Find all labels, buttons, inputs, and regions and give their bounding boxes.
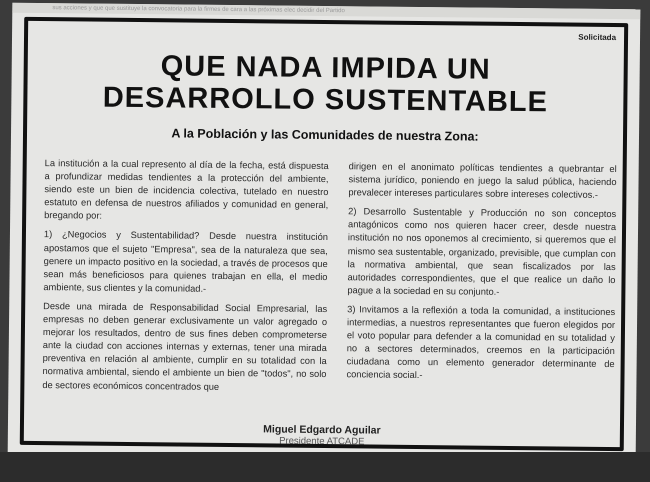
point-2-paragraph: 2) Desarrollo Sustentable y Producción no son conceptos antagónicos como nos quieren hacer creer, desde nuestra institución no nos oponemos al crecimiento, si queremos que el mismo sea sustentable, organizado, previsible, que cumplan con la normativa ambiental, que sean fiscalizados por las autoridades correspondientes, que el que realice un daño lo pague a la sociedad en su conjunto.- <box>347 206 617 297</box>
right-column <box>346 160 616 390</box>
headline <box>27 49 624 119</box>
signer-name: Miguel Edgardo Aguilar <box>263 423 381 437</box>
signer-role: Presidente ATCADE <box>279 435 365 448</box>
subtitle: A la Población y las Comunidades de nuestra Zona: <box>171 126 479 144</box>
point-3-paragraph: 3) Invitamos a la reflexión a toda la comunidad, a instituciones intermedias, a nuestros representantes que fueron elegidos por el voto popular para defender a la comunidad en su totalidad y no a sectores determinados, creemos en la participación ciudadana como un elemento generador determinante de conciencia social.- <box>346 304 616 381</box>
left-column <box>42 157 329 401</box>
previous-article-strip: sus acciones y que que sustituye la convocatoria para la firmes de cara a las próximas elec decidir del Partido <box>12 3 640 20</box>
solicitada-tag: Solicitada <box>578 32 617 43</box>
continuation-paragraph: dirigen en el anonimato políticas tendientes a quebrantar el sistema jurídico, poniendo en juego la salud pública, haciendo prevalecer intereses particulares sobre intereses colectivos.- <box>348 161 617 201</box>
advertisement-frame <box>20 17 628 451</box>
headline-line-1: QUE NADA IMPIDA UN <box>160 50 491 86</box>
signature-block <box>24 421 620 450</box>
rse-paragraph: Desde una mirada de Responsabilidad Social Empresarial, las empresas no deben generar exclusivamente un valor agregado o mejorar los resultados, dentro de sus fines deben comprometerse ante la ciudad con acciones internas y externas, tener una mirada preventiva en relación al ambiente, cumplir en su totalidad con la normativa ambiental, siendo el ambiente un bien de "todos", no solo de sectores económicos concentrados que <box>42 301 328 392</box>
newspaper-page <box>8 3 641 462</box>
point-1-paragraph: 1) ¿Negocios y Sustentabilidad? Desde nuestra institución apostamos que el sujeto "Empresa", sea de la naturaleza que sea, genere un impacto positivo en la sociedad, a través de procesos que sean más beneficiosos para quienes trabajan en ella, el medio ambiente, sus clientes y la comunidad.- <box>43 229 328 294</box>
headline-line-2: DESARROLLO SUSTENTABLE <box>102 81 549 119</box>
intro-paragraph: La institución a la cual represento al día de la fecha, está dispuesta a profundizar medidas tendientes a la protección del ambiente, siendo este un bien de incidencia colectiva, tutelado en nuestro estatuto en defensa de nuestros afiliados y comunidad en general, bregando por: <box>44 158 329 222</box>
